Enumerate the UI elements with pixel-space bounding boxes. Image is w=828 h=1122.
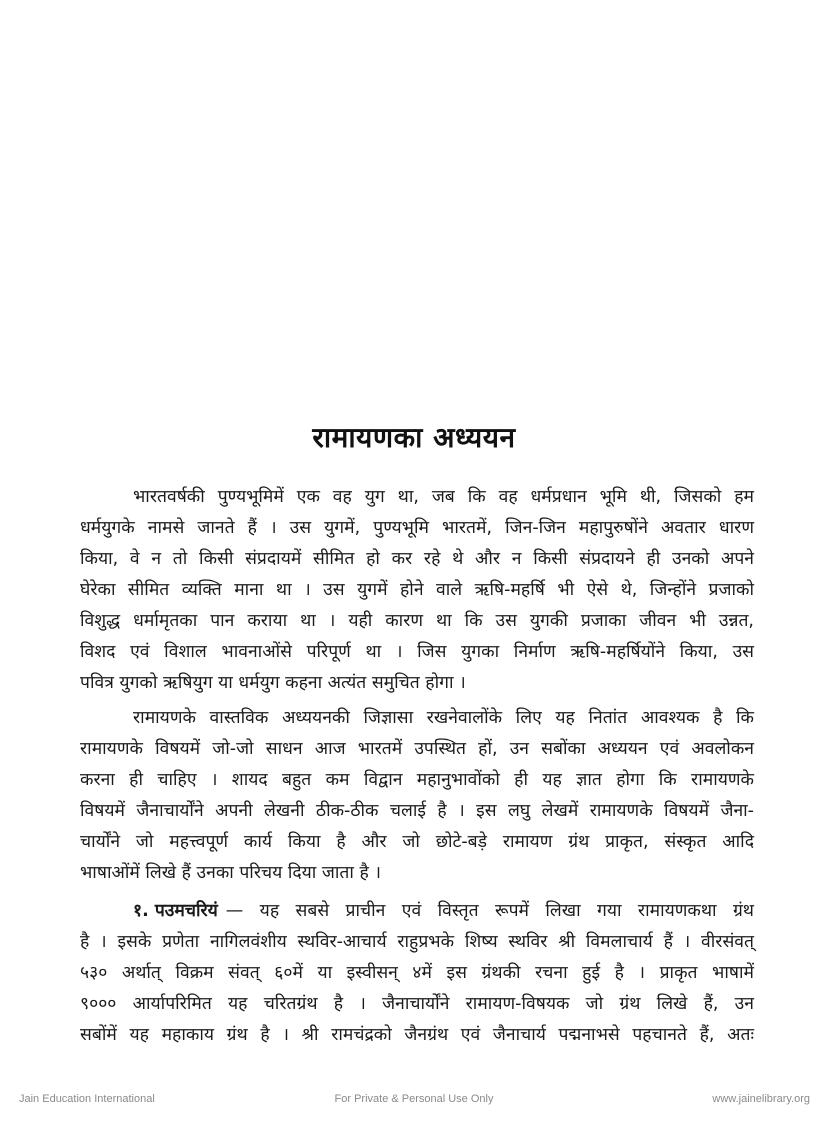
footer-website-link[interactable]: www.jainelibrary.org [712, 1093, 810, 1105]
paragraph-1-line-4: घेरेका सीमित व्यक्ति माना था । उस युगमें होने वाले ऋषि-महर्षि भी ऐसे थे, जिन्होंने प्रजाको [80, 580, 754, 600]
paragraph-2-line-1: रामायणके वास्तविक अध्ययनकी जिज्ञासा रखनेवालोंके लिए यह नितांत आवश्यक है कि [133, 708, 754, 728]
section-heading: १. पउमचरियं [133, 901, 218, 921]
paragraph-1-line-7: पवित्र युगको ऋषियुग या धर्मयुग कहना अत्यंत समुचित होगा । [80, 673, 466, 693]
paragraph-3-line-1-text: — यह सबसे प्राचीन एवं विस्तृत रूपमें लिखा गया रामायणकथा ग्रंथ [225, 901, 754, 921]
paragraph-2-line-5: चार्योंने जो महत्त्वपूर्ण कार्य किया है और जो छोटे-बड़े रामायण ग्रंथ प्राकृत, संस्कृत आदि [80, 832, 754, 852]
paragraph-2-line-6: भाषाओंमें लिखे हैं उनका परिचय दिया जाता है । [80, 863, 381, 883]
footer-usage-note: For Private & Personal Use Only [334, 1093, 494, 1105]
paragraph-1-line-2: धर्मयुगके नामसे जानते हैं । उस युगमें, पुण्यभूमि भारतमें, जिन-जिन महापुरुषोंने अवतार धारण [80, 518, 754, 538]
paragraph-2-line-4: विषयमें जैनाचार्योंने अपनी लेखनी ठीक-ठीक चलाई है । इस लघु लेखमें रामायणके विषयमें जैना- [80, 801, 754, 821]
paragraph-2-line-2: रामायणके विषयमें जो-जो साधन आज भारतमें उपस्थित हों, उन सबोंका अध्ययन एवं अवलोकन [80, 739, 754, 759]
footer-publisher: Jain Education International [19, 1093, 155, 1105]
page-title: रामायणका अध्ययन [312, 421, 516, 454]
paragraph-3-line-5: सबोंमें यह महाकाय ग्रंथ है । श्री रामचंद्रको जैनग्रंथ एवं जैनाचार्य पद्मनाभसे पहचानते हैं, अतः [80, 1025, 754, 1045]
paragraph-3-line-3: ५३० अर्थात् विक्रम संवत् ६०में या इस्वीसन् ४में इस ग्रंथकी रचना हुई है । प्राकृत भाषामें [80, 963, 754, 983]
paragraph-3-line-4: ९००० आर्यापरिमित यह चरितग्रंथ है । जैनाचार्योंने रामायण-विषयक जो ग्रंथ लिखे हैं, उन [80, 994, 754, 1014]
paragraph-1-line-5: विशुद्ध धर्मामृतका पान कराया था । यही कारण था कि उस युगकी प्रजाका जीवन भी उन्नत, [80, 611, 754, 631]
paragraph-2-line-3: करना ही चाहिए । शायद बहुत कम विद्वान महानुभावोंको ही यह ज्ञात होगा कि रामायणके [80, 770, 754, 790]
paragraph-3-line-1 [133, 896, 754, 926]
paragraph-1-line-1: भारतवर्षकी पुण्यभूमिमें एक वह युग था, जब कि वह धर्मप्रधान भूमि थी, जिसको हम [133, 487, 754, 507]
paragraph-1-line-6: विशद एवं विशाल भावनाओंसे परिपूर्ण था । जिस युगका निर्माण ऋषि-महर्षियोंने किया, उस [80, 642, 754, 662]
paragraph-3-line-2: है । इसके प्रणेता नागिलवंशीय स्थविर-आचार्य राहुप्रभके शिष्य स्थविर श्री विमलाचार्य हैं । वीरसंवत् [80, 932, 754, 952]
paragraph-1-line-3: किया, वे न तो किसी संप्रदायमें सीमित हो कर रहे थे और न किसी संप्रदायने ही उनको अपने [80, 549, 754, 569]
